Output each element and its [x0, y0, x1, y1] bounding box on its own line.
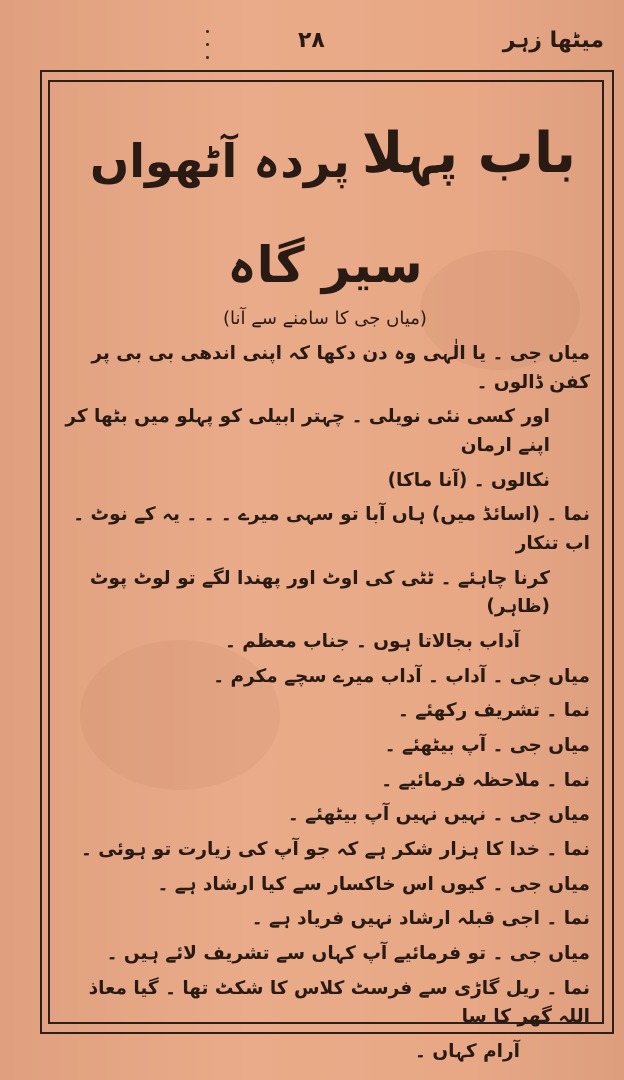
page-number: ۲۸: [298, 28, 325, 53]
dialogue-line: میاں جی ۔ یا الٰہی وہ دن دکھا کہ اپنی اندھی بی بی پر کفن ڈالوں ۔: [91, 343, 590, 393]
dialogue-line: نما ۔ خدا کا ہزار شکر ہے کہ جو آپ کی زیارت تو ہوئی ۔: [80, 839, 590, 861]
dialogue-line: نما ۔ (اسائڈ میں) ہاں آبا تو سہی میرے ۔ ۔ ۔ یہ کے نوٹ ۔ اب تنکار: [73, 504, 590, 555]
place-heading: سیر گاہ: [227, 236, 423, 294]
page-content: [60, 90, 590, 1063]
dialogue-line: آداب بجالاتا ہوں ۔ جناب معظم ۔: [224, 631, 520, 653]
dialogue-line: میاں جی ۔ نہیں نہیں آپ بیٹھئے ۔: [287, 804, 590, 826]
dialogue-block: [60, 340, 590, 1073]
scene-heading: پردہ آٹھواں: [90, 134, 350, 188]
dialogue-line: میاں جی ۔ آپ بیٹھئے ۔: [384, 735, 590, 757]
dialogue-line: نکالوں ۔ (آنا ماکا): [387, 469, 550, 491]
dialogue-line: اور کسی نئی نویلی ۔ چہتر ابیلی کو پہلو میں بٹھا کر اپنے ارمان: [65, 406, 550, 457]
dialogue-line: میاں جی ۔ کیوں اس خاکسار سے کیا ارشاد ہے ۔: [157, 873, 590, 895]
chapter-heading: باب پہلا: [361, 121, 576, 186]
stage-direction: (میاں جی کا سامنے سے آنا): [223, 308, 427, 329]
dialogue-line: نما ۔ اجی قبلہ ارشاد نہیں فریاد ہے ۔: [251, 908, 590, 930]
dialogue-line: کرنا چاہئے ۔ ٹٹی کی اوٹ اور پھندا لگے تو لوٹ پوٹ (ظاہر): [89, 567, 550, 618]
dialogue-line: آرام کہاں ۔: [415, 1041, 520, 1063]
dialogue-line: میاں جی ۔ آداب ۔ آداب میرے سچے مکرم ۔: [213, 665, 590, 687]
running-title: میٹھا زہر: [502, 28, 604, 53]
dialogue-line: نما ۔ ملاحظہ فرمائیے ۔: [381, 769, 590, 791]
page-header: [0, 28, 624, 64]
dialogue-line: نما ۔ ریل گاڑی سے فرسٹ کلاس کا شکٹ تھا ۔ گیا معاذ اللہ گھر کا سا: [88, 977, 590, 1028]
dialogue-line: نما ۔ تشریف رکھئے ۔: [397, 700, 590, 722]
dialogue-line: میاں جی ۔ تو فرمائیے آپ کہاں سے تشریف لائے ہیں ۔: [106, 943, 590, 965]
